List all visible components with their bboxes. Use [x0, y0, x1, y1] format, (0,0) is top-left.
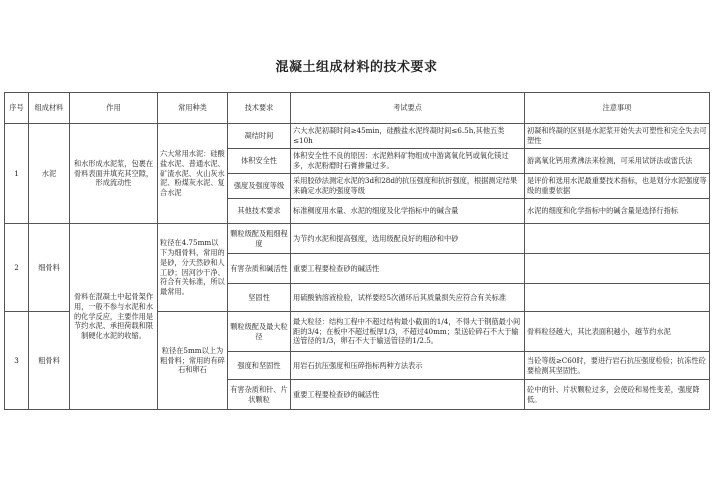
note: 砼中的针、片状颗粒过多，会使砼和易性变差，强度降低。 [525, 380, 710, 410]
requirements-table [4, 92, 710, 410]
requirement: 坚固性 [228, 284, 291, 312]
exam-point: 用岩石抗压强度和压碎指标两种方法表示 [291, 352, 525, 380]
row-number: 2 [5, 224, 29, 312]
table-row [5, 124, 710, 149]
note [525, 284, 710, 312]
note [525, 224, 710, 254]
requirement: 有害杂质和碱活性 [228, 254, 291, 284]
page-title: 混凝土组成材料的技术要求 [275, 60, 438, 75]
requirement: 有害杂质和针、片状颗粒 [228, 380, 291, 410]
material-role: 和水形成水泥浆，包裹在骨料表面并填充其空隙，形成流动性 [70, 124, 158, 224]
col-header-exam-point: 考试要点 [291, 93, 525, 124]
note: 是评价和选用水泥最重要技术指标，也是划分水泥强度等级的重要依据 [525, 174, 710, 199]
requirement: 强度及强度等级 [228, 174, 291, 199]
row-number: 1 [5, 124, 29, 224]
exam-point: 体积安全性不良的原因：水泥熟料矿物组成中游离氧化钙或氧化镁过多，水泥粉磨时石膏掺量过多。 [291, 149, 525, 174]
material-types: 粒径在4.75mm以下为细骨料，常用的是砂，分天然砂和人工砂；因河沙干净、符合有关标准，所以最常用。 [158, 224, 228, 312]
exam-point: 采用胶砂法测定水泥的3d和28d的抗压强度和抗折强度，根据测定结果来确定水泥的强度等级 [291, 174, 525, 199]
col-header-no: 序号 [5, 93, 29, 124]
material-name: 细骨料 [29, 224, 70, 312]
requirement: 强度和坚固性 [228, 352, 291, 380]
col-header-material: 组成材料 [29, 93, 70, 124]
material-name: 水泥 [29, 124, 70, 224]
material-name: 粗骨料 [29, 312, 70, 410]
exam-point: 最大粒径：结构工程中不超过结构最小截面的1/4，不得大于钢筋最小间距的3/4；在板中不超过板厚1/3，不超过40mm；泵送砼碎石不大于输送管径的1/3，卵石不大于输送管径的1/2.5。 [291, 312, 525, 352]
material-types: 粒径在5mm以上为粗骨料；常用的有碎石和卵石 [158, 312, 228, 410]
col-header-requirement: 技术要求 [228, 93, 291, 124]
note: 骨料粒径越大，其比表面积越小，越节约水泥 [525, 312, 710, 352]
material-types: 六大常用水泥：硅酸盐水泥、普通水泥、矿渣水泥、火山灰水泥、粉煤灰水泥、复合水泥 [158, 124, 228, 224]
note [525, 254, 710, 284]
note: 游离氧化钙用煮沸法来检测，可采用试饼法或雷氏法 [525, 149, 710, 174]
row-number: 3 [5, 312, 29, 410]
aggregate-role: 骨料在混凝土中起骨架作用，一般不参与水泥和水的化学反应，主要作用是节约水泥、承担荷载和限制硬化水泥的收缩。 [70, 224, 158, 410]
exam-point: 重要工程要检查砂的碱活性 [291, 254, 525, 284]
col-header-types: 常用种类 [158, 93, 228, 124]
col-header-role: 作用 [70, 93, 158, 124]
note: 水泥的细度和化学指标中的碱含量是选择行指标 [525, 199, 710, 224]
exam-point: 为节约水泥和提高强度，选用级配良好的粗砂和中砂 [291, 224, 525, 254]
requirement: 体积安全性 [228, 149, 291, 174]
note: 当砼等级≥C60时，要进行岩石抗压强度检验；抗冻性砼要检测其坚固性。 [525, 352, 710, 380]
table-row [5, 224, 710, 254]
exam-point: 标准稠度用水量、水泥的细度及化学指标中的碱含量 [291, 199, 525, 224]
exam-point: 重要工程要检查砂的碱活性 [291, 380, 525, 410]
exam-point: 六大水泥初凝时间≥45min，硅酸盐水泥终凝时间≤6.5h,其他五类≤10h [291, 124, 525, 149]
requirement: 其他技术要求 [228, 199, 291, 224]
col-header-note: 注意事项 [525, 93, 710, 124]
requirement: 凝结时间 [228, 124, 291, 149]
requirement: 颗粒级配及粗细程度 [228, 224, 291, 254]
header-row [5, 93, 710, 124]
exam-point: 用硫酸钠溶液检验，试样要经5次循环后其质量损失应符合有关标准 [291, 284, 525, 312]
requirement: 颗粒级配及最大粒径 [228, 312, 291, 352]
note: 初凝和终凝的区别是水泥浆开始失去可塑性和完全失去可塑性 [525, 124, 710, 149]
